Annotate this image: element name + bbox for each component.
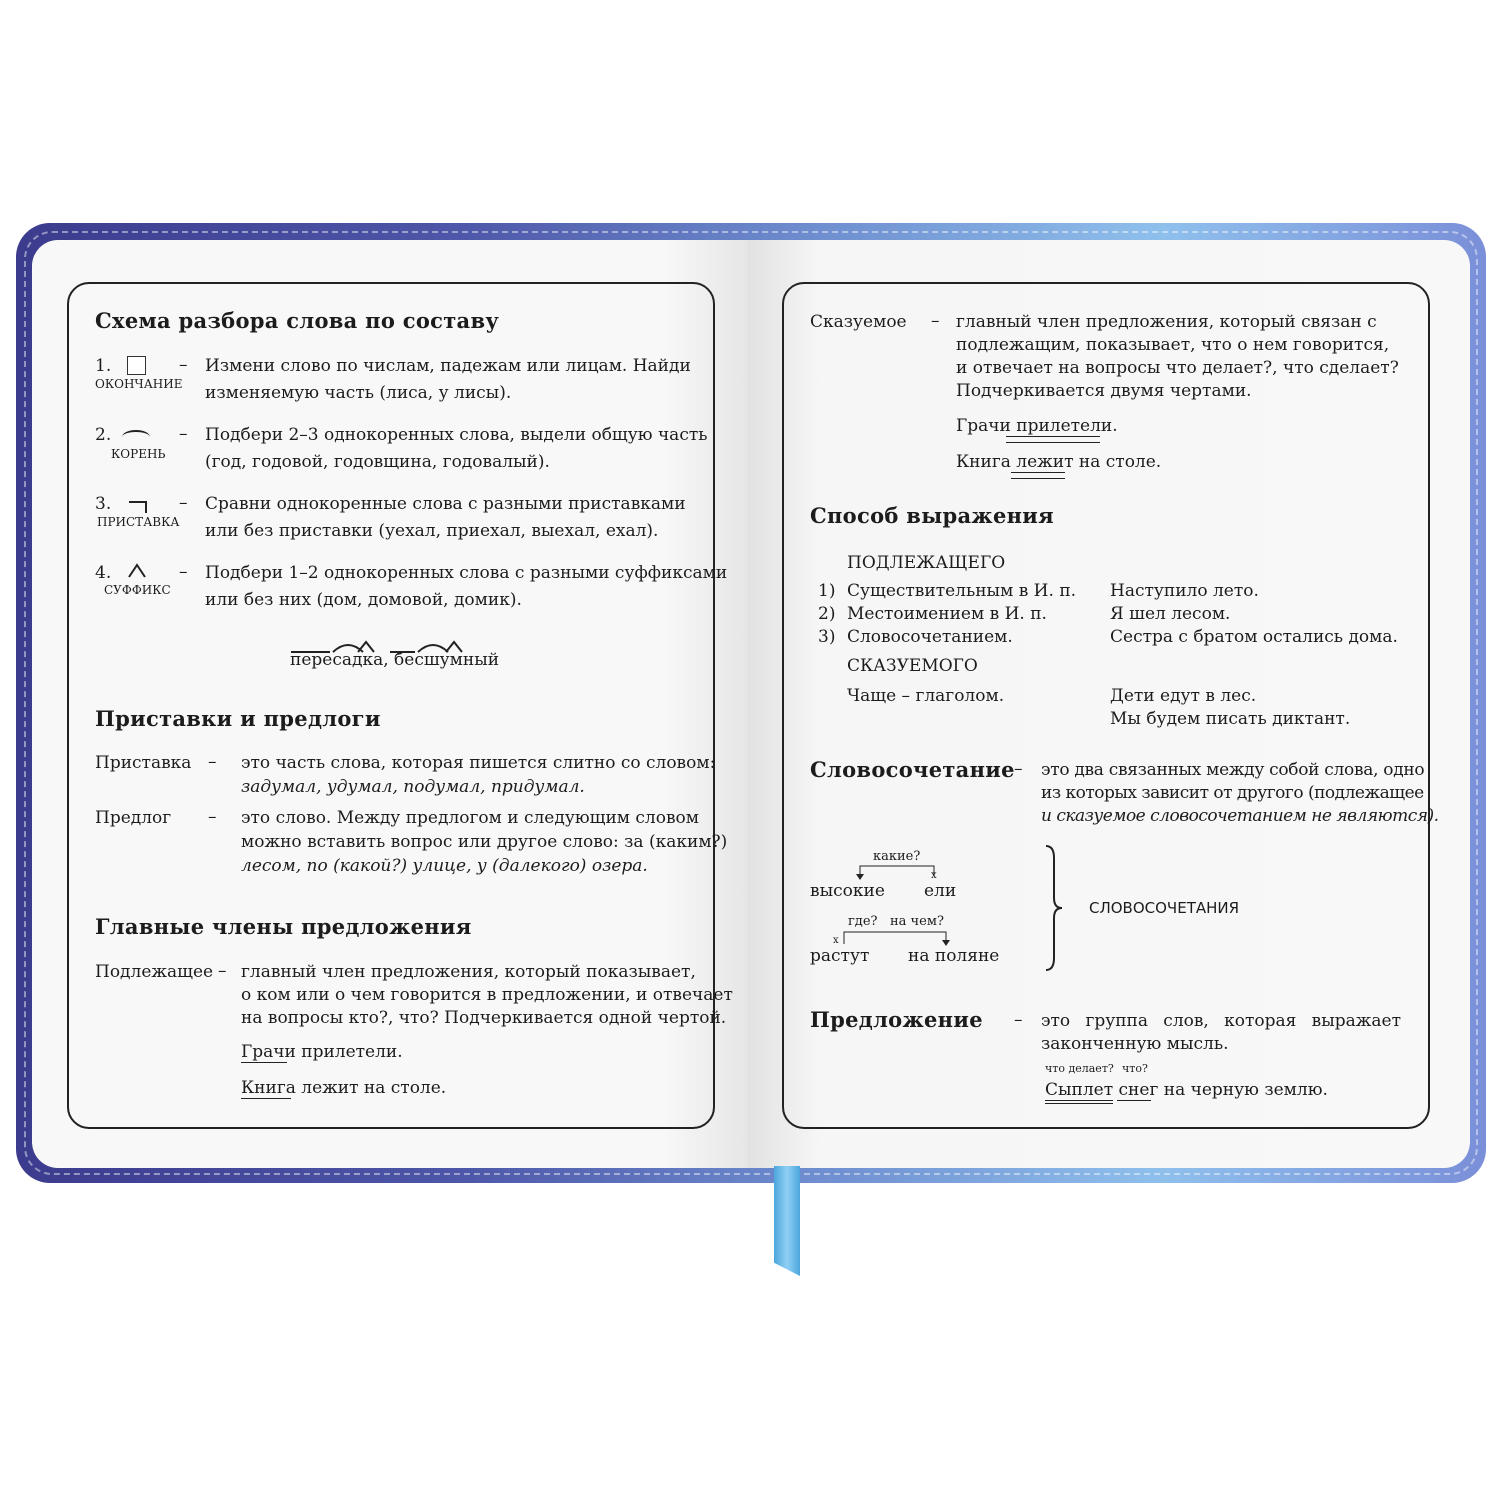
item-text-line: Измени слово по числам, падежам или лицам. Найди: [205, 356, 691, 376]
subject-underline: [1045, 1100, 1113, 1101]
item-text-line: или без приставки (уехал, приехал, выехал, ехал).: [205, 521, 659, 541]
predicate-example: Дети едут в лес.: [1110, 686, 1257, 706]
definition-line: можно вставить вопрос или другое слово: за (каким?): [241, 832, 728, 852]
section-title-word-analysis: Схема разбора слова по составу: [95, 308, 500, 333]
section-title-main-members: Главные члены предложения: [95, 914, 472, 939]
section-title-phrase: Словосочетание: [810, 757, 1015, 782]
item-label: ОКОНЧАНИЕ: [95, 377, 183, 391]
term-dash: –: [1014, 759, 1023, 779]
item-label: СУФФИКС: [104, 583, 171, 597]
item-label: ПРИСТАВКА: [97, 515, 180, 529]
item-text-line: Подбери 1–2 однокоренных слова с разными суффиксами: [205, 563, 728, 583]
row-way: Местоимением в И. п.: [847, 604, 1047, 624]
phrase-word: растут: [810, 946, 870, 966]
predicate-example: Мы будем писать диктант.: [1110, 709, 1351, 729]
section-title-prefixes: Приставки и предлоги: [95, 706, 381, 731]
root-arc-icon: [122, 430, 150, 444]
head-word-marker: x: [931, 870, 937, 881]
row-way: Существительным в И. п.: [847, 581, 1077, 601]
item-number: 2.: [95, 425, 112, 445]
term-prefix: Приставка: [95, 753, 192, 773]
predicate-double-underline: [1006, 436, 1100, 443]
item-text-line: (год, годовой, годовщина, годовалый).: [205, 452, 550, 472]
term-dash: –: [931, 311, 940, 331]
example-sentence: Книга лежит на столе.: [956, 452, 1162, 472]
question-label: где?: [848, 914, 878, 929]
item-text-line: Подбери 2–3 однокоренных слова, выдели общую часть: [205, 425, 708, 445]
definition-line: задумал, удумал, подумал, придумал.: [241, 777, 585, 797]
predicate-second-line: [1045, 1103, 1113, 1104]
predicate-double-underline: [1011, 472, 1065, 479]
item-number: 1.: [95, 356, 112, 376]
subject-underline: [241, 1098, 291, 1099]
question-label: на чем?: [890, 914, 944, 929]
subject-underline: [1117, 1100, 1151, 1101]
item-text-line: или без них (дом, домовой, домик).: [205, 590, 522, 610]
row-way: Словосочетанием.: [847, 627, 1013, 647]
question-label: что делает?: [1045, 1062, 1114, 1075]
ending-square-icon: [127, 356, 146, 379]
suffix-caret-icon: [127, 562, 147, 582]
item-dash: –: [179, 562, 188, 582]
subject-head: ПОДЛЕЖАЩЕГО: [847, 553, 1006, 573]
example-sentence: Грачи прилетели.: [241, 1042, 403, 1062]
predicate-head: СКАЗУЕМОГО: [847, 656, 978, 676]
definition-line: и отвечает на вопросы что делает?, что сделает?: [956, 358, 1399, 378]
definition-line: это слово. Между предлогом и следующим словом: [241, 808, 699, 828]
morpheme-example: пересадка, бесшумный: [290, 650, 500, 670]
term-preposition: Предлог: [95, 808, 172, 828]
example-sentence: Грачи прилетели.: [956, 416, 1118, 436]
item-dash: –: [179, 493, 188, 513]
row-number: 2): [818, 604, 836, 624]
term-dash: –: [208, 807, 217, 827]
phrase-word: ели: [924, 881, 957, 901]
term-dash: –: [1014, 1010, 1023, 1030]
row-example: Я шел лесом.: [1110, 604, 1231, 624]
row-number: 3): [818, 627, 836, 647]
predicate-way: Чаще – глаголом.: [847, 686, 1005, 706]
question-label: какие?: [873, 849, 921, 864]
definition-line: и сказуемое словосочетанием не являются).: [1041, 806, 1439, 826]
item-number: 3.: [95, 494, 112, 514]
subject-underline: [241, 1062, 287, 1063]
term-predicate: Сказуемое: [810, 312, 907, 332]
term-dash: –: [208, 752, 217, 772]
item-dash: –: [179, 424, 188, 444]
definition-line: это два связанных между собой слова, одно: [1041, 760, 1425, 780]
item-text-line: изменяемую часть (лиса, у лисы).: [205, 383, 512, 403]
example-sentence: Сыплет снег на черную землю.: [1045, 1080, 1328, 1100]
definition-line: о ком или о чем говорится в предложении, и отвечает: [241, 985, 733, 1005]
definition-line: на вопросы кто?, что? Подчеркивается одной чертой.: [241, 1008, 727, 1028]
definition-line: лесом, по (какой?) улице, у (далекого) озера.: [241, 856, 648, 876]
item-dash: –: [179, 355, 188, 375]
definition-line: подлежащим, показывает, что о нем говорится,: [956, 335, 1390, 355]
row-number: 1): [818, 581, 836, 601]
definition-line: главный член предложения, который показывает,: [241, 962, 696, 982]
item-number: 4.: [95, 563, 112, 583]
phrase-word: высокие: [810, 881, 885, 901]
brace-label: СЛОВОСОЧЕТАНИЯ: [1089, 899, 1240, 917]
curly-brace-icon: [1042, 844, 1066, 976]
term-dash: –: [218, 961, 227, 981]
definition-line: из которых зависит от другого (подлежащее: [1041, 783, 1424, 803]
term-subject: Подлежащее: [95, 962, 214, 982]
definition-line: это группа слов, которая выражает: [1041, 1011, 1401, 1031]
row-example: Сестра с братом остались дома.: [1110, 627, 1398, 647]
row-example: Наступило лето.: [1110, 581, 1259, 601]
definition-line: Подчеркивается двумя чертами.: [956, 381, 1252, 401]
question-label: что?: [1122, 1062, 1148, 1075]
section-title-sentence: Предложение: [810, 1007, 983, 1032]
definition-line: законченную мысль.: [1041, 1034, 1229, 1054]
bookmark-ribbon: [774, 1166, 800, 1276]
head-word-marker: x: [833, 935, 839, 946]
section-title-expression: Способ выражения: [810, 503, 1054, 528]
definition-line: это часть слова, которая пишется слитно со словом:: [241, 753, 716, 773]
definition-line: главный член предложения, который связан с: [956, 312, 1377, 332]
item-label: КОРЕНЬ: [111, 447, 166, 461]
phrase-word: на поляне: [908, 946, 1000, 966]
example-sentence: Книга лежит на столе.: [241, 1078, 447, 1098]
item-text-line: Сравни однокоренные слова с разными приставками: [205, 494, 686, 514]
